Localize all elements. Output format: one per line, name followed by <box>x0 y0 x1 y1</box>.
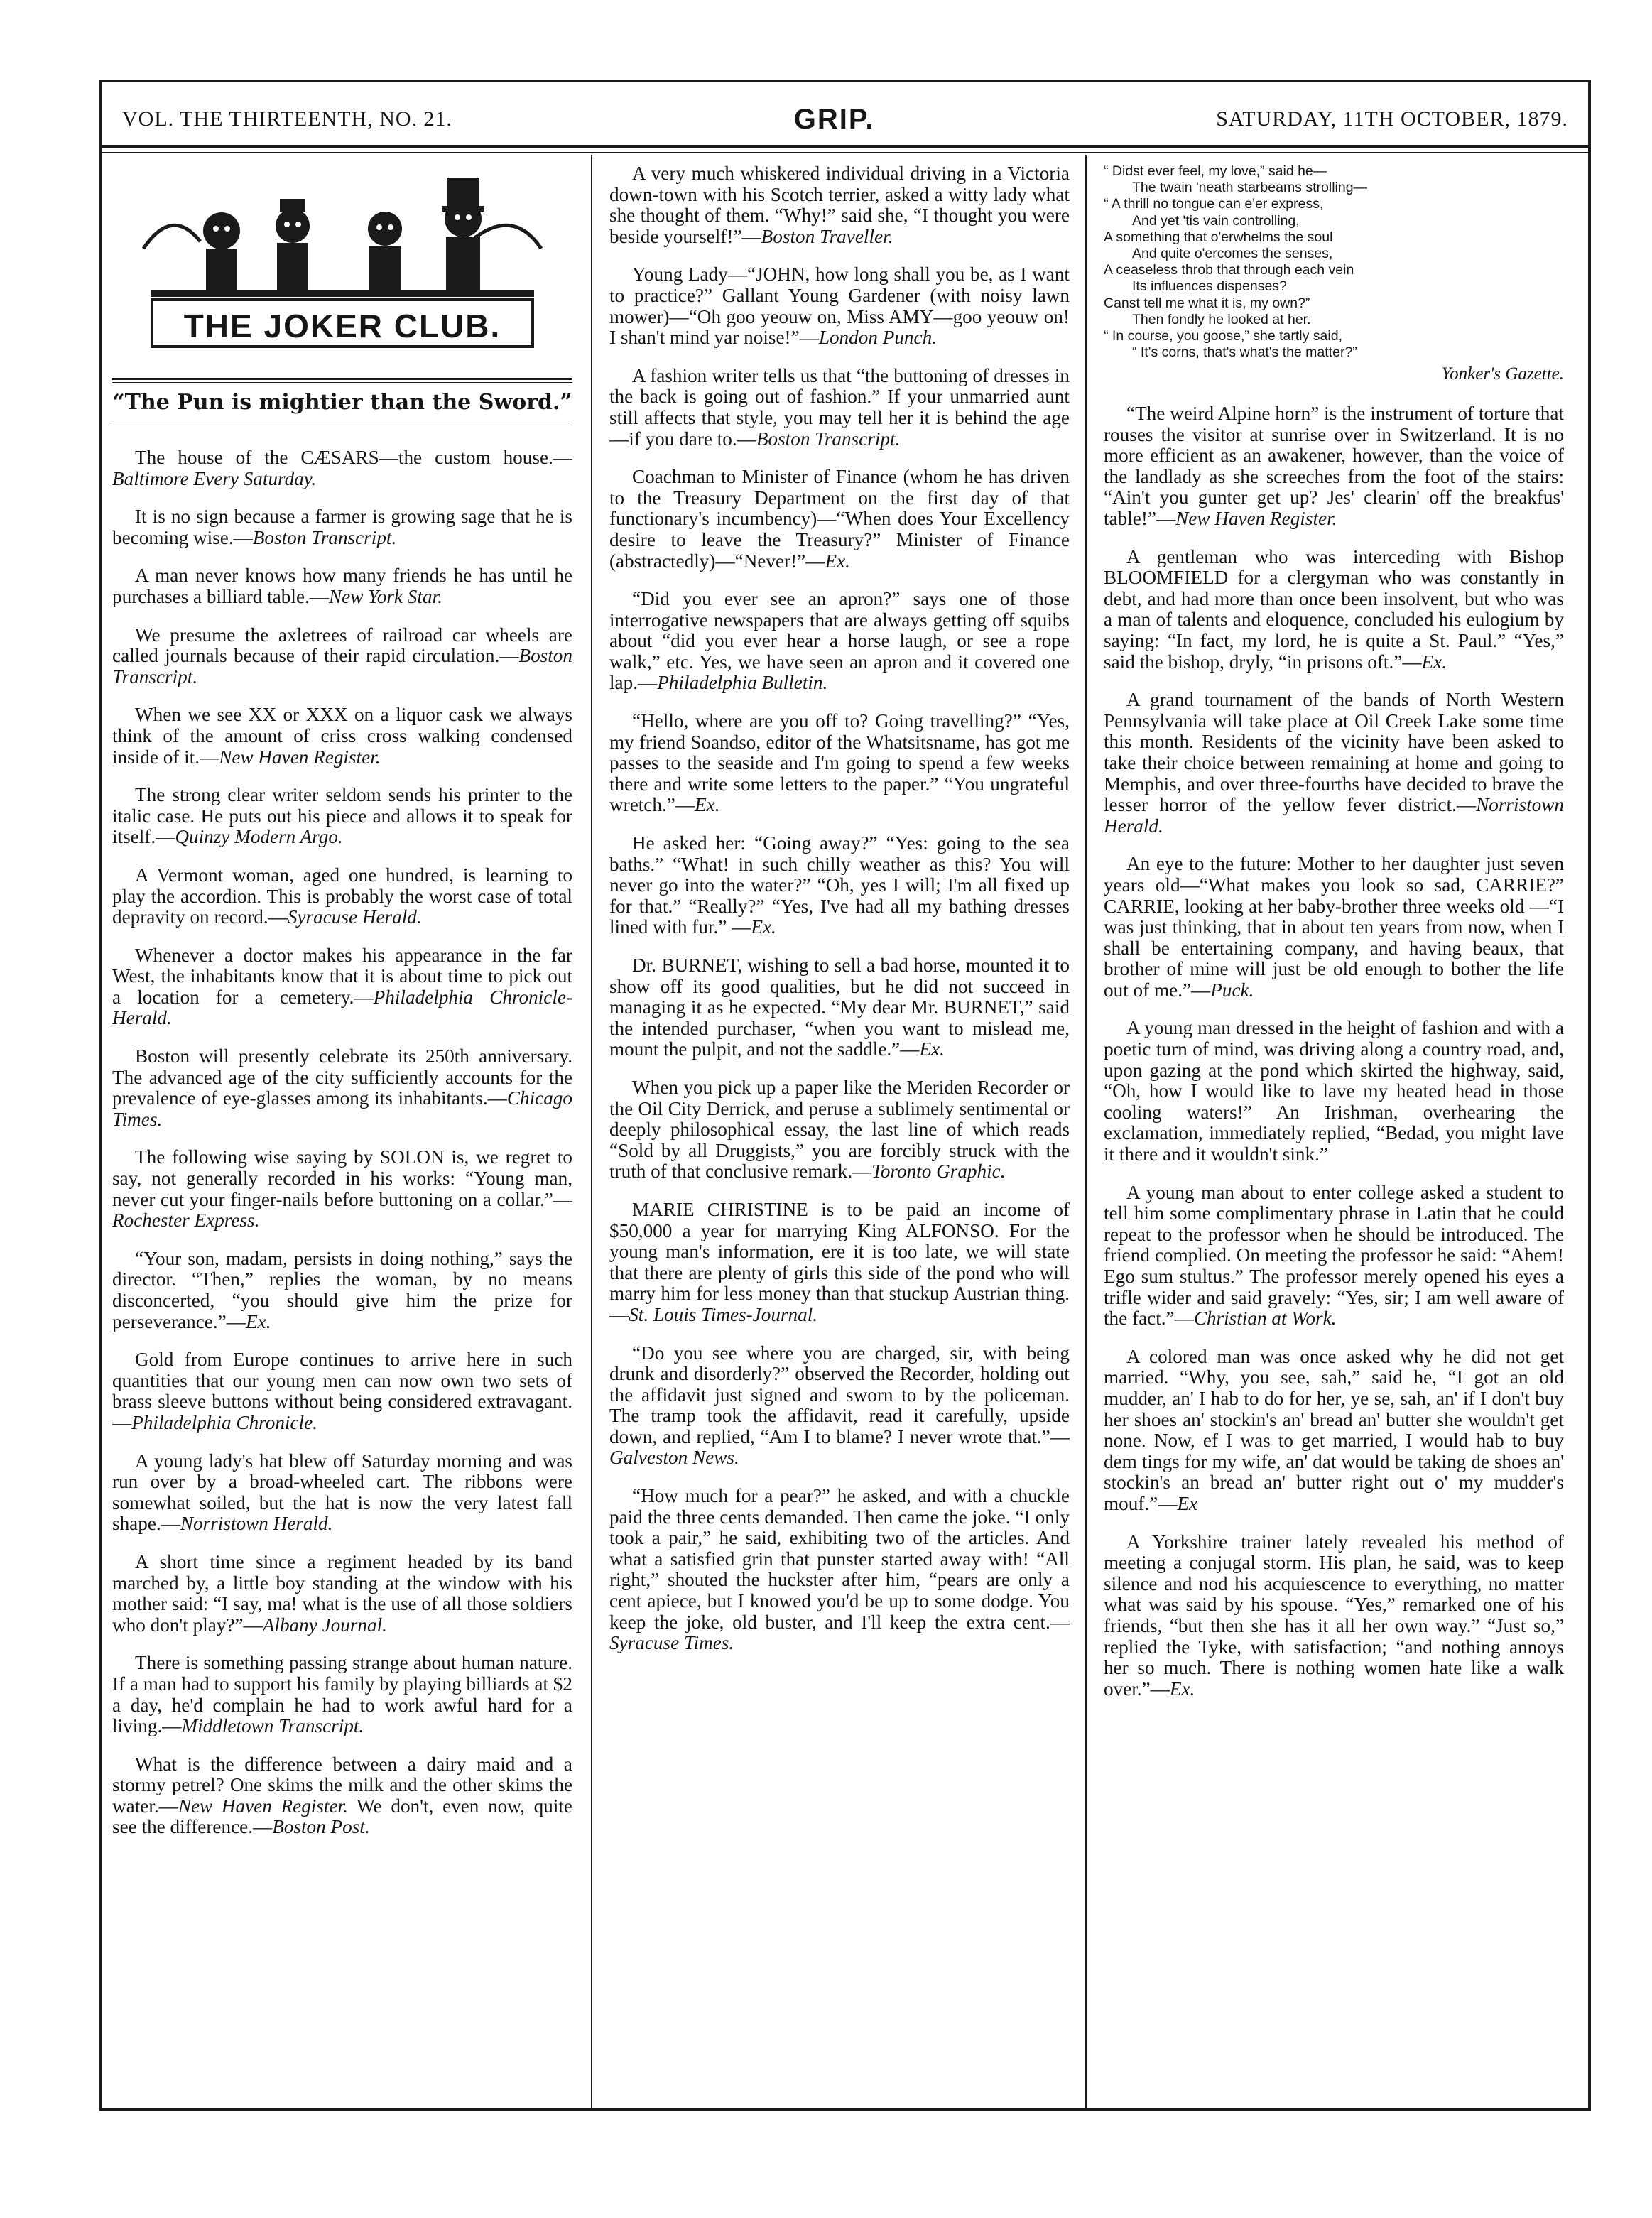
joke-text: A man never knows how many friends he has until he purchases a billiard table.— <box>112 565 572 607</box>
joke-source: Boston Transcript. <box>252 526 397 548</box>
column-1-items <box>112 447 572 1838</box>
joke-item <box>1104 403 1564 530</box>
joke-item <box>609 1200 1070 1326</box>
joke-item <box>609 1486 1070 1654</box>
joke-text: MARIE CHRISTINE is to be paid an income of $50,000 a year for marrying King ALFONSO. For the young man's information, ere it is too late, we will state that there are plenty of girls this side of the pond who will marry him for less money than that stuckup Austrian thing.— <box>609 1198 1070 1325</box>
joke-source: Ex. <box>919 1038 945 1060</box>
joke-item <box>112 565 572 607</box>
joke-item <box>112 865 572 928</box>
poem-source: Yonker's Gazette. <box>1441 364 1564 384</box>
joke-source: Boston Traveller. <box>761 225 893 247</box>
joke-item <box>112 506 572 548</box>
column-rule-1 <box>591 155 592 2108</box>
joke-source: Philadelphia Chronicle-Herald. <box>112 986 572 1029</box>
joke-source: Albany Journal. <box>262 1614 387 1636</box>
journal-title: GRIP. <box>793 103 875 135</box>
column-1 <box>112 163 572 2102</box>
joke-source: Ex. <box>825 550 850 572</box>
joke-item <box>609 589 1070 694</box>
joke-item <box>112 945 572 1029</box>
joke-text: “Did you ever see an apron?” says one of those interrogative newspapers that are always getting off squibs about “did you ever hear a horse laugh, or see a rope walk,” etc. Yes, we have seen an apron and it covered one lap.— <box>609 588 1070 694</box>
joke-source: Chicago Times. <box>112 1087 572 1130</box>
joke-text: There is something passing strange about human nature. If a man had to support his family by playing billiards at $2 a day, he'd complain he had to work awful hard for a living.— <box>112 1652 572 1737</box>
joke-text: A short time since a regiment headed by its band marched by, a little boy standing at the window with his mother said: “I say, ma! what is the use of all those soldiers who don't play?”— <box>112 1550 572 1636</box>
joke-item <box>112 705 572 768</box>
joke-text: The following wise saying by SOLON is, we regret to say, not generally recorded in his works: “Young man, never cut your finger-nails before buttoning on a collar.”— <box>112 1146 572 1210</box>
joke-text: A very much whiskered individual driving in a Victoria down-town with his Scotch terrier, asked a witty lady what she thought of them. “Why!” said she, “I thought you were beside yourself!”— <box>609 163 1070 247</box>
volume-info: VOL. THE THIRTEENTH, NO. 21. <box>122 107 453 131</box>
joke-text: A fashion writer tells us that “the buttoning of dresses in the back is going out of fashion.” If your unmarried aunt still affects that style, you may tell her it is behind the age—if you dare to.— <box>609 364 1070 450</box>
joke-item <box>609 163 1070 247</box>
joke-text: What is the difference between a dairy maid and a stormy petrel? One skims the milk and the other skims the water.— <box>112 1753 572 1817</box>
poem-line: Its influences dispenses? <box>1132 278 1287 295</box>
poem <box>1104 163 1564 361</box>
joke-item <box>1104 854 1564 1001</box>
joke-item <box>1104 547 1564 673</box>
joke-item <box>1104 1183 1564 1330</box>
joke-text: He asked her: “Going away?” “Yes: going to the sea baths.” “What! in such chilly weather as this? You will never go into the water?” “Oh, yes I will; I'm all fixed up for that.” “Really?” “Yes, I've had all my bathing dresses lined with fur.” — <box>609 832 1070 938</box>
joke-text: “Your son, madam, persists in doing nothing,” says the director. “Then,” replies the woman, by no means disconcerted, “you should give him the prize for perseverance.”— <box>112 1247 572 1332</box>
joke-source: Baltimore Every Saturday. <box>112 467 317 489</box>
poem-line: Then fondly he looked at her. <box>1132 311 1311 327</box>
poem-line: And yet 'tis vain controlling, <box>1132 212 1300 229</box>
poem-line: A ceaseless throb that through each vein <box>1104 262 1354 278</box>
joke-text: A colored man was once asked why he did not get married. “Why, you see, sah,” said he, “I got an old mudder, an' I hab to do for her, ye se, sah, an' if I don't buy her shoes an' stockin's an' bread an' butter she wouldn't get none. Now, ef I was to get married, I would hab to buy dem tings for my wife, an' dat would be taking de shoes an' stockin's an bread an' butter right out o' my mudder's mouf.”— <box>1104 1345 1564 1514</box>
joke-item <box>1104 1018 1564 1165</box>
joke-item <box>112 625 572 688</box>
joke-text: An eye to the future: Mother to her daughter just seven years old—“What makes you look so sad, CARRIE?” CARRIE, looking at her baby-brother three weeks old —“I was just thinking, that in about ten years from now, when I shall be entertaining company, and having beaux, that brother of mine will just be old enough to bother the life out of me.”— <box>1104 853 1564 1001</box>
joke-source: Philadelphia Bulletin. <box>657 672 828 694</box>
joke-source: Ex. <box>751 916 776 938</box>
joke-text: A Yorkshire trainer lately revealed his method of meeting a conjugal storm. His plan, he said, was to keep silence and nod his acquiescence to everything, no matter what was said by his spouse. “Yes,” remarked one of his friends, “but then she has it all her own way.” “Just so,” replied the Tyke, with satisfaction; “and nothing annoys her so much. There is nothing women hate like a walk over.”— <box>1104 1531 1564 1700</box>
joke-text: A young lady's hat blew off Saturday morning and was run over by a broad-wheeled cart. The ribbons were somewhat soiled, but the hat is now the very latest fall shape.— <box>112 1450 572 1535</box>
joke-source: Norristown Herald. <box>1104 794 1564 837</box>
joke-text: A grand tournament of the bands of North Western Pennsylvania will take place at Oil Creek Lake some time this month. Residents of the vicinity have been asked to take their choice between remaining at home and going to Memphis, and over three-fourths have decided to brave the lesser horror of the yellow fever district.— <box>1104 689 1564 816</box>
joke-text: A Vermont woman, aged one hundred, is learning to play the accordion. This is probably the worst case of total depravity on record.— <box>112 864 572 928</box>
joke-item <box>609 1077 1070 1183</box>
joke-text: The strong clear writer seldom sends his printer to the italic case. He puts out his piece and allows it to speak for itself.— <box>112 784 572 848</box>
column-rule-2 <box>1085 155 1087 2108</box>
joke-text: “Do you see where you are charged, sir, with being drunk and disorderly?” observed the Recorder, holding out the affidavit just signed and sworn to by the policeman. The tramp took the affidavit, read it carefully, upside down, and replied, “Am I to blame? I never wrote that.”— <box>609 1342 1070 1447</box>
joke-item <box>112 1552 572 1636</box>
joke-item <box>112 1046 572 1130</box>
joke-item <box>112 447 572 489</box>
joke-source: New York Star. <box>329 585 442 607</box>
poem-line: A something that o'erwhelms the soul <box>1104 229 1333 245</box>
poem-line: “ In course, you goose,” she tartly said, <box>1104 328 1342 344</box>
joke-source: Philadelphia Chronicle. <box>131 1411 317 1433</box>
joke-text: A young man dressed in the height of fashion and with a poetic turn of mind, was driving along a country road, and, upon gazing at the pond which skirted the highway, said, “Oh, how I would like to lave my heated head in those cooling waters!” An Irishman, overhearing the exclamation, immediately replied, “Bedad, you might lave it there and it wouldn't sink.” <box>1104 1017 1564 1165</box>
joke-source: Ex. <box>695 794 720 816</box>
joke-item <box>1104 1347 1564 1515</box>
joke-text: When we see XX or XXX on a liquor cask we always think of the amount of criss cross walking condensed inside of it.— <box>112 704 572 768</box>
joke-item <box>609 366 1070 450</box>
poem-line: “ Didst ever feel, my love,” said he— <box>1104 163 1327 179</box>
header-rule <box>102 145 1588 148</box>
joke-item <box>1104 1532 1564 1700</box>
joke-text: The house of the CÆSARS—the custom house.— <box>135 447 572 468</box>
joke-source: Ex <box>1177 1492 1198 1514</box>
joke-item <box>112 785 572 848</box>
joke-source: Quinzy Modern Argo. <box>175 826 343 848</box>
joke-source: Christian at Work. <box>1193 1308 1337 1330</box>
joke-text: A gentleman who was interceding with Bishop BLOOMFIELD for a clergyman who was constantly in debt, and had more than once been insolvent, but who was a man of talents and eloquence, concluded his eulogium by saying: “In fact, my lord, he is quite a St. Paul.” “Yes,” said the bishop, dryly, “in prisons oft.”— <box>1104 545 1564 673</box>
joke-text: Coachman to Minister of Finance (whom he has driven to the Treasury Department on the first day of that functionary's incumbency)—“When does Your Excellency desire to leave the Treasury?” Minister of Finance (abstractedly)—“Never!”— <box>609 466 1070 572</box>
joke-text: A young man about to enter college asked a student to tell him some complimentary phrase in Latin that he could repeat to the professor when he should be introduced. The friend complied. On meeting the professor he said: “Ahem! Ego sum stultus.” The professor merely opened his eyes a trifle wider and said gravely: “Yes, sir; I am well aware of the fact.”— <box>1104 1181 1564 1330</box>
joke-source: Ex. <box>245 1310 271 1332</box>
joke-text: Boston will presently celebrate its 250th anniversary. The advanced age of the city sufficiently accounts for the prevalence of eye-glasses among its inhabitants.— <box>112 1045 572 1109</box>
joke-item <box>112 1349 572 1433</box>
motto-rule <box>112 378 572 383</box>
column-3 <box>1104 163 1564 2102</box>
joke-source: Boston Transcript. <box>756 428 901 450</box>
joke-source: New Haven Register. <box>219 746 381 768</box>
joke-item <box>112 1249 572 1332</box>
joke-item <box>112 1451 572 1535</box>
club-motto: “The Pun is mightier than the Sword.” <box>112 390 572 415</box>
joke-source: Ex. <box>1169 1678 1195 1700</box>
joke-text: Whenever a doctor makes his appearance in the far West, the inhabitants know that it is about time to pick out a location for a cemetery.— <box>112 944 572 1008</box>
joke-item <box>1104 690 1564 837</box>
joke-text: “How much for a pear?” he asked, and with a chuckle paid the three cents demanded. Then came the joke. “I only took a pair,” he said, exhibiting two of the articles. And what a satisfied grin that punster started away with! “All right,” shouted the huckster after him, “pears are only a cent apiece, but I knowed you'd be up to some dodge. You keep the joke, old buster, and I'll keep the extra cent.— <box>609 1485 1070 1633</box>
joke-source: London Punch. <box>818 327 937 349</box>
header-rule-thin <box>102 152 1588 153</box>
joke-source: Puck. <box>1210 979 1254 1001</box>
joke-text: “Hello, where are you off to? Going travelling?” “Yes, my friend Soandso, editor of the Whatsitsname, has got me passes to the seaside and I'm going to spend a few weeks there and write some letters to the paper.” “You ungrateful wretch.”— <box>609 710 1070 816</box>
joke-source: Boston Post. <box>272 1816 370 1838</box>
joke-source: Toronto Graphic. <box>871 1160 1006 1183</box>
joke-text: It is no sign because a farmer is growing sage that he is becoming wise.— <box>112 506 572 548</box>
joke-item <box>112 1754 572 1838</box>
joke-text: “The weird Alpine horn” is the instrument of torture that rouses the visitor at sunrise over in Switzerland. It is no more efficient as an awakener, however, than the voice of the landlady as she screeches from the foot of the stairs: “Ain't you gunter get up? Jes' clearin' off the breakfus' table!”— <box>1104 403 1564 529</box>
poem-line: And quite o'ercomes the senses, <box>1132 246 1333 262</box>
joke-text-tail: We don't, even now, quite see the difference.— <box>112 1795 572 1838</box>
joke-item <box>112 1147 572 1231</box>
joke-item <box>112 1653 572 1736</box>
joke-text: When you pick up a paper like the Meriden Recorder or the Oil City Derrick, and peruse a sublimely sentimental or deeply philosophical essay, the last line of which reads “Sold by all Druggists,” you are forcibly struck with the truth of that conclusive remark.— <box>609 1076 1070 1183</box>
joke-item <box>609 264 1070 348</box>
joke-text: We presume the axletrees of railroad car wheels are called journals because of their rapid circulation.— <box>112 624 572 667</box>
joke-source: Syracuse Times. <box>609 1632 734 1654</box>
joker-club-illustration <box>129 163 555 305</box>
issue-date: SATURDAY, 11TH OCTOBER, 1879. <box>1216 107 1568 131</box>
joker-club-masthead <box>129 163 555 369</box>
joke-item <box>609 1343 1070 1469</box>
poem-line: “ A thrill no tongue can e'er express, <box>1104 196 1324 212</box>
joke-item <box>609 711 1070 816</box>
poem-line: The twain 'neath starbeams strolling— <box>1132 180 1368 196</box>
column-2 <box>609 163 1070 2102</box>
joke-item <box>609 955 1070 1060</box>
joke-source: New Haven Register. <box>178 1795 348 1817</box>
joke-source: New Haven Register. <box>1175 508 1337 529</box>
joke-source: St. Louis Times-Journal. <box>629 1303 818 1325</box>
joke-source: Ex. <box>1421 651 1447 673</box>
joke-item <box>609 467 1070 572</box>
column-2-items <box>609 163 1070 1654</box>
joke-item <box>609 833 1070 938</box>
club-title: THE JOKER CLUB. <box>151 298 534 348</box>
poem-line: “ It's corns, that's what's the matter?” <box>1132 344 1357 361</box>
column-3-items <box>1104 403 1564 1700</box>
joke-source: Middletown Transcript. <box>181 1715 364 1737</box>
joke-text: Gold from Europe continues to arrive here in such quantities that our young men can now own two sets of brass sleeve buttons without being considered extravagant.— <box>112 1349 572 1433</box>
joke-source: Syracuse Herald. <box>287 906 422 928</box>
joke-text: Dr. BURNET, wishing to sell a bad horse, mounted it to show off its good qualities, but he did not succeed in managing it as he expected. “My dear Mr. BURNET,” said the intended purchaser, “when you want to mislead me, mount the pulpit, and not the saddle.”— <box>609 955 1070 1060</box>
page-header <box>107 91 1584 148</box>
joke-text: Young Lady—“JOHN, how long shall you be, as I want to practice?” Gallant Young Gardener (with noisy lawn mower)—“Oh goo yeouw on, Miss AMY—goo yeouw on! I shan't mind yar noise!”— <box>609 263 1070 349</box>
joke-source: Boston Transcript. <box>112 645 572 687</box>
joke-source: Galveston News. <box>609 1447 739 1469</box>
joke-source: Rochester Express. <box>112 1209 260 1232</box>
poem-line: Canst tell me what it is, my own?” <box>1104 295 1310 311</box>
joke-source: Norristown Herald. <box>180 1513 333 1535</box>
